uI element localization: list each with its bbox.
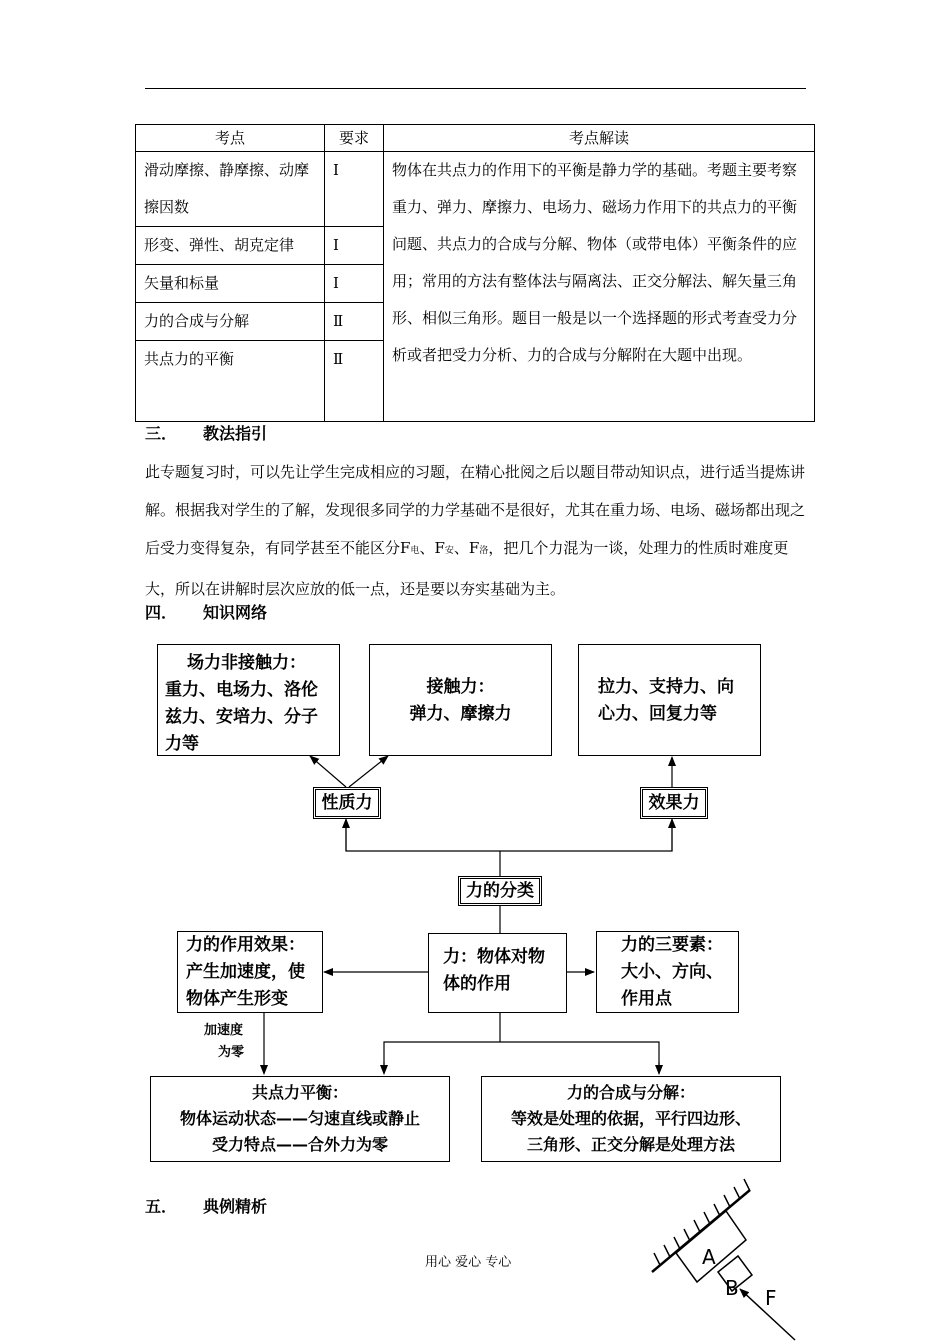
composition-box [481,1076,781,1162]
section-4-title: 知识网络 [203,603,268,622]
f-electric: F [400,539,411,557]
table-cell-req: Ⅰ [325,227,384,265]
f-lorentz-sub: 洛 [479,546,489,556]
force-definition-box [428,933,567,1013]
section-3-number: 三． [145,424,178,443]
three-elements-line: 作用点 [621,989,672,1009]
f-electric-sub: 电 [410,546,420,556]
f-ampere: F [434,539,445,557]
field-force-title: 场力非接触力： [187,653,306,673]
three-elements-line: 大小、方向、 [621,962,723,982]
header-interpretation: 考点解读 [384,125,815,152]
effect-force-box: 效果力 [640,787,708,819]
label-f: F [765,1286,777,1310]
force-definition-line: 力：物体对物 [443,947,545,967]
f-lorentz: F [468,539,480,557]
header-topic: 考点 [136,125,325,152]
equilibrium-line: 物体运动状态——匀速直线或静止 [179,1109,420,1128]
contact-force-box [369,644,552,756]
three-elements-box [596,931,739,1013]
paragraph-text-b: ，把几个力混为一谈，处理力的性质时难度更大，所以在讲解时层次应放的低一点，还是要以夯实基础为主。 [145,539,789,598]
table-cell-req: Ⅱ [325,341,384,422]
effect-of-force-box [177,931,323,1013]
table-cell-topic: 矢量和标量 [136,265,325,303]
contact-force-title: 接触力： [426,677,495,697]
three-elements-line: 力的三要素： [621,935,723,955]
effect-examples-line: 拉力、支持力、向 [598,677,734,697]
field-force-line: 重力、电场力、洛伦 [165,680,318,700]
arrow-to-contact-force [349,756,388,787]
table-cell-req: Ⅰ [325,152,384,227]
section-5-heading [145,1194,267,1217]
table-cell-topic: 滑动摩擦、静摩擦、动摩擦因数 [136,152,325,227]
section-5-title: 典例精析 [203,1197,268,1216]
bracket-to-bottom [384,1042,659,1072]
section-4-number: 四． [145,603,178,622]
effect-examples-line: 心力、回复力等 [598,704,717,724]
contact-force-line: 弹力、摩擦力 [409,704,512,724]
equilibrium-line: 受力特点——合外力为零 [211,1135,388,1154]
separator: 、 [453,539,469,557]
effect-of-force-line: 力的作用效果： [186,935,305,955]
f-ampere-sub: 安 [444,546,454,556]
composition-line: 等效是处理的依据，平行四边形、 [510,1109,751,1128]
section-3-title: 教法指引 [203,424,268,443]
table-cell-interpretation: 物体在共点力的作用下的平衡是静力学的基础。考题主要考察重力、弹力、摩擦力、电场力、磁场力作用下的共点力的平衡问题、共点力的合成与分解、物体（或带电体）平衡条件的应用；常用的方法有整体法与隔离法、正交分解法、解矢量三角形、相似三角形。题目一般是以一个选择题的形式考查受力分析或者把受力分析、力的合成与分解附在大题中出现。 [384,152,815,422]
effect-of-force-line: 物体产生形变 [186,989,288,1009]
label-a: A [702,1245,716,1269]
table-cell-topic: 力的合成与分解 [136,303,325,341]
field-force-line: 力等 [165,734,199,754]
force-definition-line: 体的作用 [443,974,511,994]
effect-of-force-line: 产生加速度，使 [186,962,305,982]
classification-box: 力的分类 [458,876,542,906]
composition-line: 三角形、正交分解是处理方法 [526,1135,735,1154]
accel-zero-line: 加速度 [204,1023,244,1038]
equilibrium-line: 共点力平衡： [251,1083,348,1102]
composition-line: 力的合成与分解： [566,1083,695,1102]
arrow-to-field-force [310,756,346,787]
example-figure [652,1179,795,1340]
table-cell-req: Ⅱ [325,303,384,341]
acceleration-zero-label [204,1020,244,1064]
page-footer: 用心 爱心 专心 [425,1255,512,1270]
accel-zero-line: 为零 [218,1045,245,1060]
section-5-number: 五． [145,1197,178,1216]
table-cell-req: Ⅰ [325,265,384,303]
table-cell-topic: 形变、弹性、胡克定律 [136,227,325,265]
effect-examples-box [578,644,761,756]
table-cell-topic: 共点力的平衡 [136,341,325,422]
field-force-box [157,644,340,756]
nature-force-box: 性质力 [313,787,381,819]
header-requirement: 要求 [325,125,384,152]
field-force-line: 兹力、安培力、分子 [165,707,318,727]
equilibrium-box [150,1076,450,1162]
label-b: B [725,1276,739,1300]
separator: 、 [419,539,435,557]
classification-bracket [346,826,672,851]
paragraph-text-a: 此专题复习时，可以先让学生完成相应的习题，在精心批阅之后以题目带动知识点，进行适当提炼讲解。根据我对学生的了解，发现很多同学的力学基础不是很好，尤其在重力场、电场、磁场都出现之后受力变得复杂，有同学甚至不能区分 [145,463,806,557]
